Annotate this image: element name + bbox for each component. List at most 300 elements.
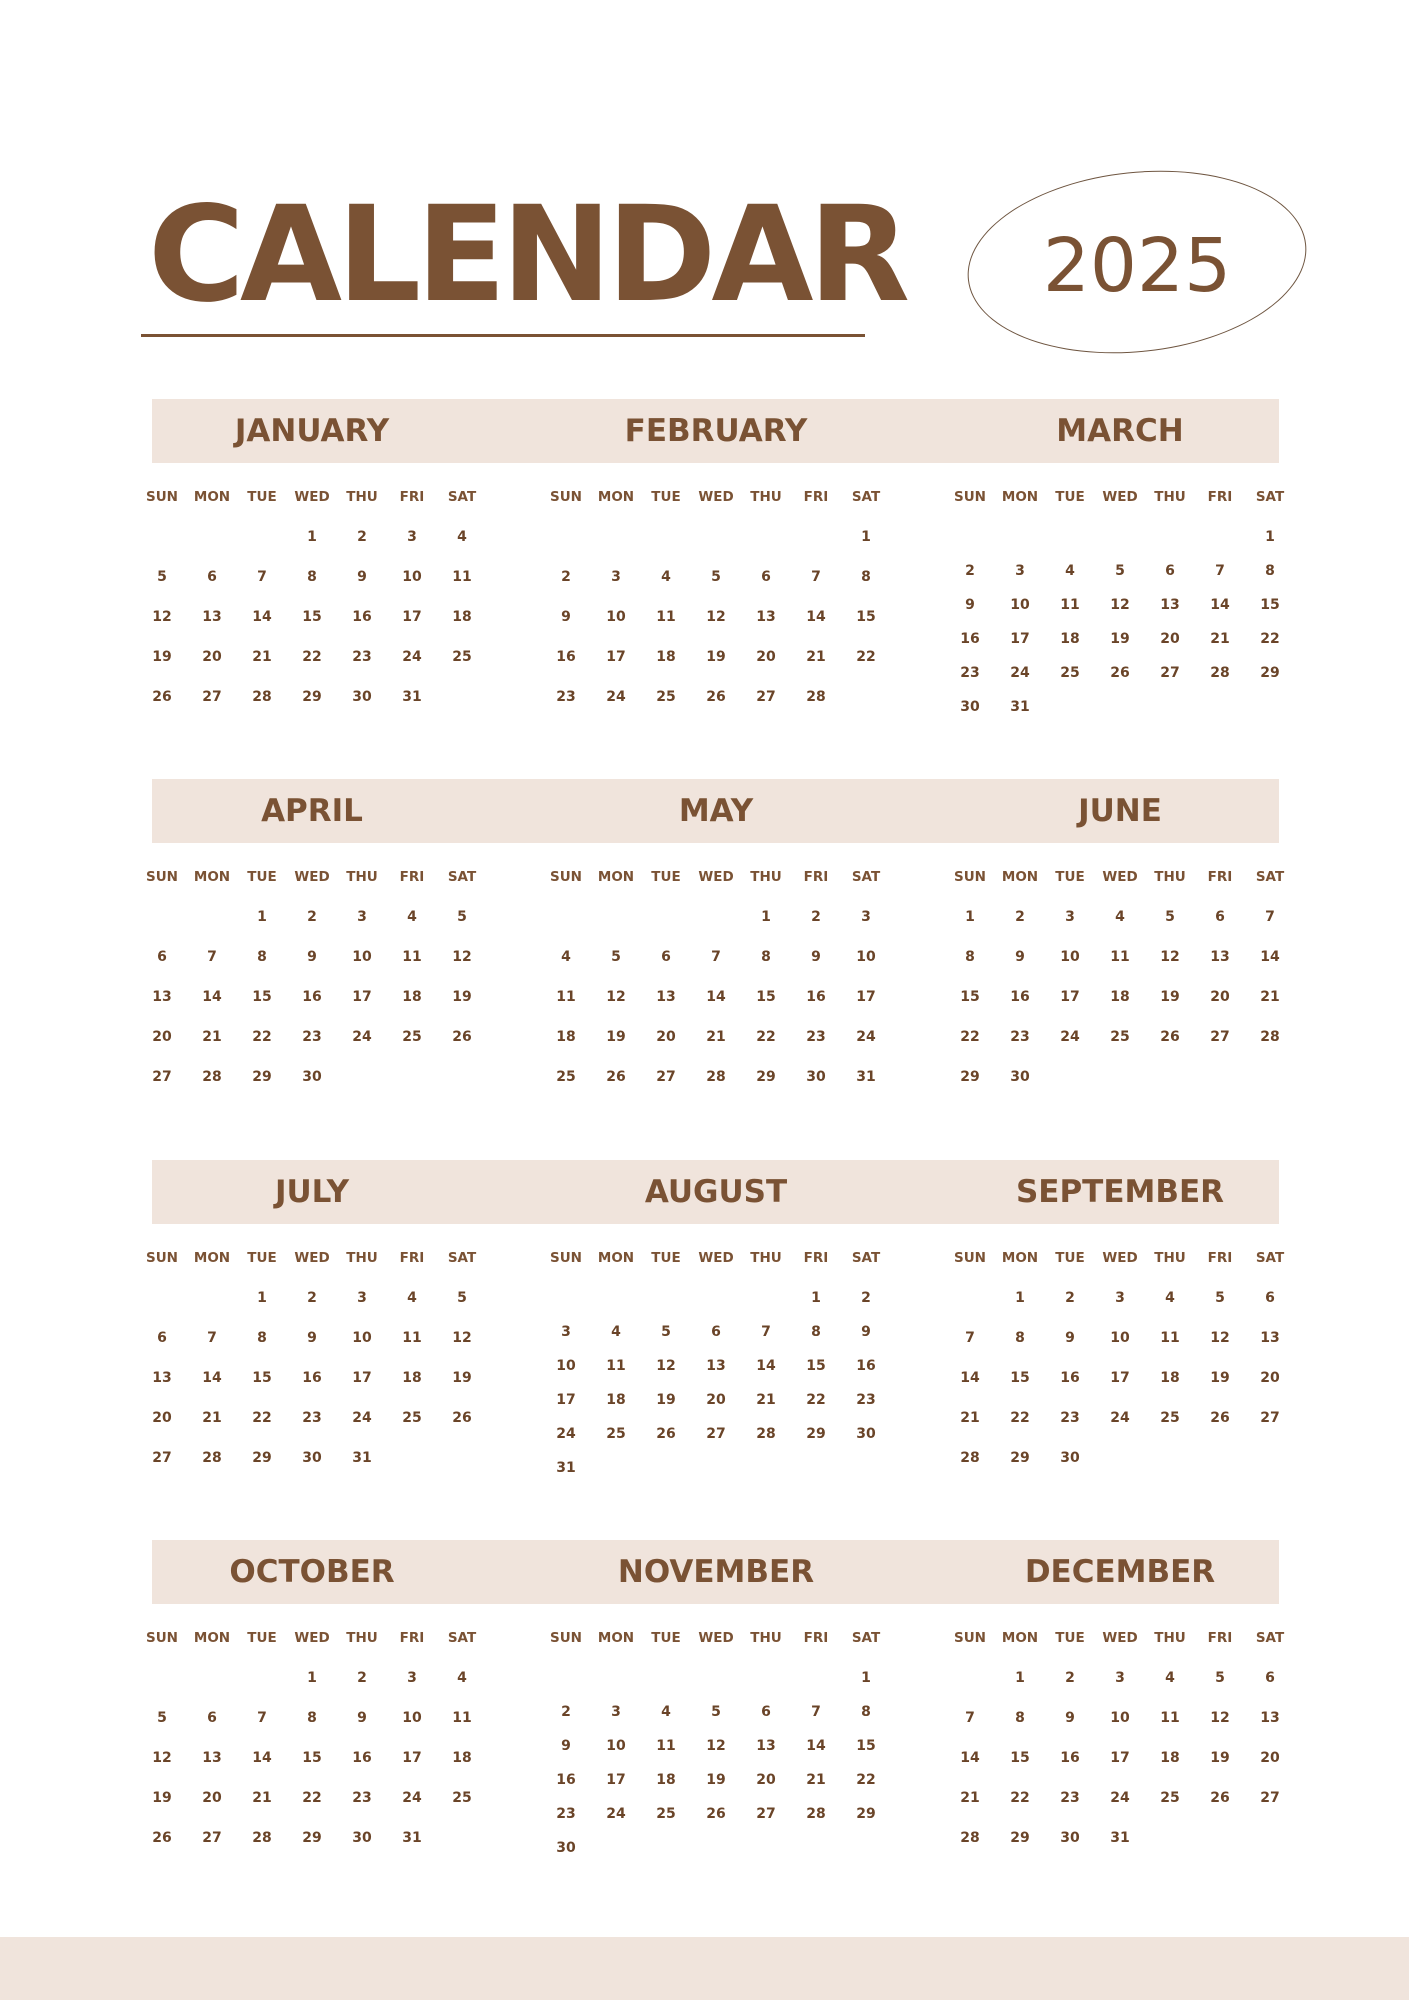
day-cell: 10	[352, 1330, 372, 1346]
empty-day	[1145, 527, 1195, 547]
day-cell: 30	[352, 689, 372, 705]
day-cell: 13	[756, 1738, 776, 1754]
day-cell: 21	[1260, 989, 1280, 1005]
day-cell: 13	[1260, 1710, 1280, 1726]
day-cell: 10	[402, 569, 422, 585]
day-cell: 7	[207, 1330, 217, 1346]
day-cell: 24	[1060, 1029, 1080, 1045]
day-cell: 31	[1010, 699, 1030, 715]
day-cell: 8	[307, 569, 317, 585]
day-cell: 10	[856, 949, 876, 965]
empty-day	[237, 527, 287, 547]
day-cell: 8	[1015, 1710, 1025, 1726]
day-cell: 28	[960, 1450, 980, 1466]
day-cell: 14	[806, 1738, 826, 1754]
weekday-label: SUN	[550, 1250, 582, 1266]
day-cell: 20	[152, 1029, 172, 1045]
weekday-label: SAT	[1255, 1250, 1285, 1266]
day-cell: 3	[611, 1704, 621, 1720]
day-cell: 4	[1115, 909, 1125, 925]
empty-day	[591, 527, 641, 547]
weekday-header	[137, 1630, 487, 1650]
day-cell: 24	[402, 649, 422, 665]
day-cell: 4	[1165, 1290, 1175, 1306]
day-cell: 16	[856, 1358, 876, 1374]
day-cell: 13	[706, 1358, 726, 1374]
day-cell: 29	[252, 1069, 272, 1085]
weekday-label: SAT	[851, 489, 881, 505]
empty-day	[187, 1288, 237, 1308]
day-cell: 13	[1260, 1330, 1280, 1346]
weekday-label: SUN	[550, 489, 582, 505]
empty-day	[541, 1668, 591, 1688]
day-cell: 24	[1110, 1410, 1130, 1426]
day-cell: 23	[352, 649, 372, 665]
day-cell: 28	[756, 1426, 776, 1442]
day-cell: 5	[661, 1324, 671, 1340]
day-cell: 15	[1010, 1370, 1030, 1386]
day-cell: 26	[452, 1029, 472, 1045]
day-cell: 14	[202, 989, 222, 1005]
day-cell: 8	[257, 1330, 267, 1346]
day-cell: 7	[965, 1330, 975, 1346]
month-name: OCTOBER	[229, 1554, 395, 1590]
day-cell: 7	[257, 569, 267, 585]
weekday-header	[945, 869, 1295, 889]
day-cell: 19	[452, 989, 472, 1005]
day-cell: 23	[352, 1790, 372, 1806]
weekday-label: THU	[750, 489, 782, 505]
day-cell: 8	[965, 949, 975, 965]
day-cell: 23	[302, 1410, 322, 1426]
day-cell: 17	[1010, 631, 1030, 647]
day-cell: 23	[806, 1029, 826, 1045]
day-cell: 29	[1010, 1830, 1030, 1846]
day-cell: 13	[656, 989, 676, 1005]
day-cell: 12	[452, 1330, 472, 1346]
day-cell: 3	[1115, 1290, 1125, 1306]
day-cell: 13	[202, 609, 222, 625]
weekday-label: FRI	[399, 869, 425, 885]
weekday-label: SAT	[447, 489, 477, 505]
weekday-label: THU	[346, 1630, 378, 1646]
day-cell: 5	[711, 1704, 721, 1720]
day-cell: 28	[806, 689, 826, 705]
day-cell: 18	[656, 649, 676, 665]
day-cell: 25	[656, 1806, 676, 1822]
day-cell: 21	[806, 1772, 826, 1788]
day-cell: 17	[606, 649, 626, 665]
weekday-label: WED	[698, 869, 734, 885]
calendar-title: CALENDAR	[148, 178, 906, 332]
weekday-label: TUE	[247, 1250, 277, 1266]
weekday-label: TUE	[247, 489, 277, 505]
day-cell: 23	[960, 665, 980, 681]
day-cell: 19	[1160, 989, 1180, 1005]
weekday-header	[137, 489, 487, 509]
day-cell: 31	[556, 1460, 576, 1476]
empty-day	[641, 907, 691, 927]
day-cell: 7	[1215, 563, 1225, 579]
day-cell: 9	[307, 949, 317, 965]
day-cell: 23	[302, 1029, 322, 1045]
day-cell: 31	[352, 1450, 372, 1466]
day-cell: 3	[611, 569, 621, 585]
day-grid	[945, 527, 1295, 731]
day-cell: 3	[1065, 909, 1075, 925]
empty-day	[791, 1668, 841, 1688]
day-cell: 22	[960, 1029, 980, 1045]
day-cell: 29	[302, 1830, 322, 1846]
day-cell: 25	[1060, 665, 1080, 681]
empty-day	[541, 527, 591, 547]
day-cell: 19	[1210, 1370, 1230, 1386]
footer-band	[0, 1937, 1409, 2000]
day-cell: 27	[756, 689, 776, 705]
day-cell: 21	[960, 1410, 980, 1426]
weekday-label: SAT	[1255, 869, 1285, 885]
empty-day	[541, 907, 591, 927]
month-september	[945, 1160, 1295, 1500]
day-cell: 10	[1010, 597, 1030, 613]
weekday-label: TUE	[1055, 489, 1085, 505]
day-cell: 26	[1210, 1410, 1230, 1426]
weekday-label: THU	[750, 869, 782, 885]
day-cell: 19	[706, 1772, 726, 1788]
day-cell: 2	[357, 529, 367, 545]
day-cell: 21	[756, 1392, 776, 1408]
day-cell: 22	[856, 1772, 876, 1788]
day-cell: 23	[556, 689, 576, 705]
weekday-label: WED	[1102, 1630, 1138, 1646]
day-cell: 26	[656, 1426, 676, 1442]
day-cell: 30	[302, 1069, 322, 1085]
day-cell: 27	[1160, 665, 1180, 681]
day-cell: 12	[452, 949, 472, 965]
weekday-label: SUN	[550, 869, 582, 885]
day-cell: 14	[706, 989, 726, 1005]
day-cell: 2	[357, 1670, 367, 1686]
year-label: 2025	[1042, 223, 1232, 309]
day-cell: 25	[1110, 1029, 1130, 1045]
day-cell: 5	[711, 569, 721, 585]
day-cell: 16	[1060, 1750, 1080, 1766]
day-cell: 18	[402, 989, 422, 1005]
weekday-label: SUN	[146, 1630, 178, 1646]
day-cell: 7	[761, 1324, 771, 1340]
day-cell: 5	[457, 909, 467, 925]
weekday-label: SUN	[954, 869, 986, 885]
day-cell: 30	[960, 699, 980, 715]
day-cell: 19	[152, 649, 172, 665]
weekday-label: SUN	[146, 489, 178, 505]
empty-day	[137, 1668, 187, 1688]
day-cell: 3	[407, 529, 417, 545]
day-cell: 6	[1265, 1670, 1275, 1686]
month-name: SEPTEMBER	[1015, 1174, 1225, 1210]
day-cell: 14	[202, 1370, 222, 1386]
day-cell: 4	[1065, 563, 1075, 579]
day-cell: 18	[606, 1392, 626, 1408]
day-cell: 19	[606, 1029, 626, 1045]
month-june	[945, 779, 1295, 1119]
day-cell: 15	[302, 609, 322, 625]
day-cell: 27	[656, 1069, 676, 1085]
day-cell: 2	[307, 909, 317, 925]
month-july	[137, 1160, 487, 1500]
empty-day	[1095, 527, 1145, 547]
weekday-label: FRI	[803, 489, 829, 505]
empty-day	[187, 527, 237, 547]
day-cell: 21	[806, 649, 826, 665]
day-cell: 23	[1010, 1029, 1030, 1045]
day-cell: 24	[1010, 665, 1030, 681]
day-cell: 16	[556, 1772, 576, 1788]
day-cell: 28	[202, 1450, 222, 1466]
day-cell: 1	[307, 529, 317, 545]
day-cell: 8	[861, 1704, 871, 1720]
day-cell: 3	[861, 909, 871, 925]
day-cell: 4	[661, 569, 671, 585]
day-cell: 4	[1165, 1670, 1175, 1686]
weekday-label: TUE	[247, 869, 277, 885]
day-cell: 26	[1210, 1790, 1230, 1806]
month-april	[137, 779, 487, 1119]
weekday-label: FRI	[399, 1250, 425, 1266]
day-cell: 9	[861, 1324, 871, 1340]
month-name: NOVEMBER	[617, 1554, 815, 1590]
day-cell: 6	[207, 569, 217, 585]
day-cell: 6	[207, 1710, 217, 1726]
day-cell: 16	[806, 989, 826, 1005]
day-cell: 19	[656, 1392, 676, 1408]
weekday-header	[945, 1250, 1295, 1270]
day-cell: 10	[556, 1358, 576, 1374]
weekday-label: WED	[294, 1250, 330, 1266]
weekday-label: SUN	[146, 1250, 178, 1266]
weekday-label: WED	[698, 489, 734, 505]
empty-day	[641, 1668, 691, 1688]
day-cell: 7	[207, 949, 217, 965]
empty-day	[741, 1288, 791, 1308]
day-cell: 6	[761, 569, 771, 585]
weekday-label: WED	[294, 1630, 330, 1646]
weekday-label: WED	[1102, 489, 1138, 505]
empty-day	[1045, 527, 1095, 547]
month-november	[541, 1540, 891, 1880]
day-cell: 17	[1110, 1370, 1130, 1386]
day-cell: 12	[656, 1358, 676, 1374]
day-cell: 30	[302, 1450, 322, 1466]
day-cell: 10	[402, 1710, 422, 1726]
day-cell: 23	[556, 1806, 576, 1822]
day-cell: 8	[1265, 563, 1275, 579]
weekday-label: THU	[750, 1250, 782, 1266]
empty-day	[591, 1288, 641, 1308]
day-cell: 13	[1210, 949, 1230, 965]
month-december	[945, 1540, 1295, 1880]
weekday-label: TUE	[1055, 1250, 1085, 1266]
day-cell: 15	[806, 1358, 826, 1374]
day-cell: 6	[1215, 909, 1225, 925]
day-cell: 3	[1115, 1670, 1125, 1686]
day-cell: 3	[561, 1324, 571, 1340]
weekday-label: THU	[750, 1630, 782, 1646]
day-cell: 17	[1110, 1750, 1130, 1766]
day-cell: 25	[556, 1069, 576, 1085]
day-cell: 20	[656, 1029, 676, 1045]
weekday-label: SAT	[851, 1250, 881, 1266]
day-cell: 30	[352, 1830, 372, 1846]
day-cell: 3	[407, 1670, 417, 1686]
day-cell: 16	[1060, 1370, 1080, 1386]
empty-day	[691, 1288, 741, 1308]
day-cell: 29	[252, 1450, 272, 1466]
day-cell: 1	[307, 1670, 317, 1686]
day-cell: 17	[556, 1392, 576, 1408]
day-cell: 9	[307, 1330, 317, 1346]
empty-day	[187, 907, 237, 927]
weekday-label: WED	[698, 1630, 734, 1646]
weekday-label: THU	[1154, 1630, 1186, 1646]
empty-day	[945, 1668, 995, 1688]
empty-day	[945, 527, 995, 547]
day-cell: 17	[402, 609, 422, 625]
empty-day	[741, 1668, 791, 1688]
day-cell: 15	[1260, 597, 1280, 613]
day-cell: 9	[357, 569, 367, 585]
day-cell: 5	[1165, 909, 1175, 925]
day-cell: 9	[357, 1710, 367, 1726]
day-cell: 29	[756, 1069, 776, 1085]
month-name: MARCH	[1056, 413, 1184, 449]
weekday-label: TUE	[1055, 869, 1085, 885]
day-cell: 2	[861, 1290, 871, 1306]
month-name: AUGUST	[644, 1174, 788, 1210]
day-cell: 22	[302, 1790, 322, 1806]
day-cell: 12	[1210, 1330, 1230, 1346]
weekday-label: THU	[346, 869, 378, 885]
day-cell: 14	[960, 1750, 980, 1766]
day-cell: 15	[302, 1750, 322, 1766]
weekday-label: MON	[193, 1250, 231, 1266]
day-cell: 2	[307, 1290, 317, 1306]
day-cell: 23	[1060, 1410, 1080, 1426]
empty-day	[641, 527, 691, 547]
day-cell: 22	[806, 1392, 826, 1408]
day-cell: 29	[806, 1426, 826, 1442]
empty-day	[591, 1668, 641, 1688]
day-cell: 28	[1210, 665, 1230, 681]
day-cell: 1	[861, 1670, 871, 1686]
day-cell: 5	[157, 569, 167, 585]
weekday-label: THU	[346, 489, 378, 505]
day-grid	[137, 1668, 487, 1868]
day-cell: 21	[202, 1029, 222, 1045]
day-cell: 27	[152, 1069, 172, 1085]
day-cell: 1	[965, 909, 975, 925]
empty-day	[741, 527, 791, 547]
day-cell: 24	[402, 1790, 422, 1806]
day-cell: 17	[352, 989, 372, 1005]
day-cell: 21	[1210, 631, 1230, 647]
day-cell: 26	[152, 689, 172, 705]
day-cell: 20	[756, 1772, 776, 1788]
day-cell: 22	[756, 1029, 776, 1045]
month-name: FEBRUARY	[624, 413, 808, 449]
day-cell: 7	[811, 569, 821, 585]
empty-day	[137, 1288, 187, 1308]
day-cell: 13	[756, 609, 776, 625]
day-cell: 11	[402, 1330, 422, 1346]
day-cell: 11	[656, 609, 676, 625]
weekday-label: FRI	[1207, 1630, 1233, 1646]
weekday-label: MON	[193, 869, 231, 885]
empty-day	[237, 1668, 287, 1688]
day-cell: 6	[157, 1330, 167, 1346]
day-cell: 1	[861, 529, 871, 545]
weekday-label: THU	[346, 1250, 378, 1266]
day-cell: 23	[856, 1392, 876, 1408]
day-cell: 1	[257, 1290, 267, 1306]
weekday-label: FRI	[1207, 869, 1233, 885]
weekday-label: SAT	[447, 869, 477, 885]
day-cell: 17	[1060, 989, 1080, 1005]
day-cell: 8	[307, 1710, 317, 1726]
weekday-label: SUN	[146, 869, 178, 885]
day-cell: 12	[152, 1750, 172, 1766]
day-cell: 30	[1060, 1450, 1080, 1466]
day-cell: 25	[656, 689, 676, 705]
weekday-label: SAT	[1255, 1630, 1285, 1646]
day-cell: 16	[302, 1370, 322, 1386]
day-cell: 1	[811, 1290, 821, 1306]
day-cell: 28	[202, 1069, 222, 1085]
day-cell: 16	[302, 989, 322, 1005]
weekday-label: MON	[597, 1630, 635, 1646]
day-cell: 14	[252, 609, 272, 625]
day-cell: 30	[1060, 1830, 1080, 1846]
day-cell: 21	[252, 649, 272, 665]
day-cell: 26	[1160, 1029, 1180, 1045]
day-cell: 13	[1160, 597, 1180, 613]
day-cell: 26	[706, 1806, 726, 1822]
day-cell: 9	[1065, 1330, 1075, 1346]
day-grid	[945, 1288, 1295, 1488]
month-january	[137, 399, 487, 739]
day-cell: 19	[706, 649, 726, 665]
day-cell: 26	[706, 689, 726, 705]
day-cell: 8	[811, 1324, 821, 1340]
day-cell: 13	[202, 1750, 222, 1766]
day-cell: 27	[1210, 1029, 1230, 1045]
day-cell: 24	[606, 1806, 626, 1822]
day-cell: 5	[1115, 563, 1125, 579]
day-cell: 22	[252, 1410, 272, 1426]
day-cell: 1	[761, 909, 771, 925]
weekday-label: SUN	[954, 1630, 986, 1646]
day-cell: 28	[806, 1806, 826, 1822]
day-cell: 29	[856, 1806, 876, 1822]
day-cell: 1	[1265, 529, 1275, 545]
day-cell: 12	[1160, 949, 1180, 965]
day-cell: 17	[352, 1370, 372, 1386]
day-cell: 7	[965, 1710, 975, 1726]
day-cell: 20	[756, 649, 776, 665]
weekday-label: SAT	[851, 869, 881, 885]
weekday-label: THU	[1154, 869, 1186, 885]
weekday-header	[945, 1630, 1295, 1650]
